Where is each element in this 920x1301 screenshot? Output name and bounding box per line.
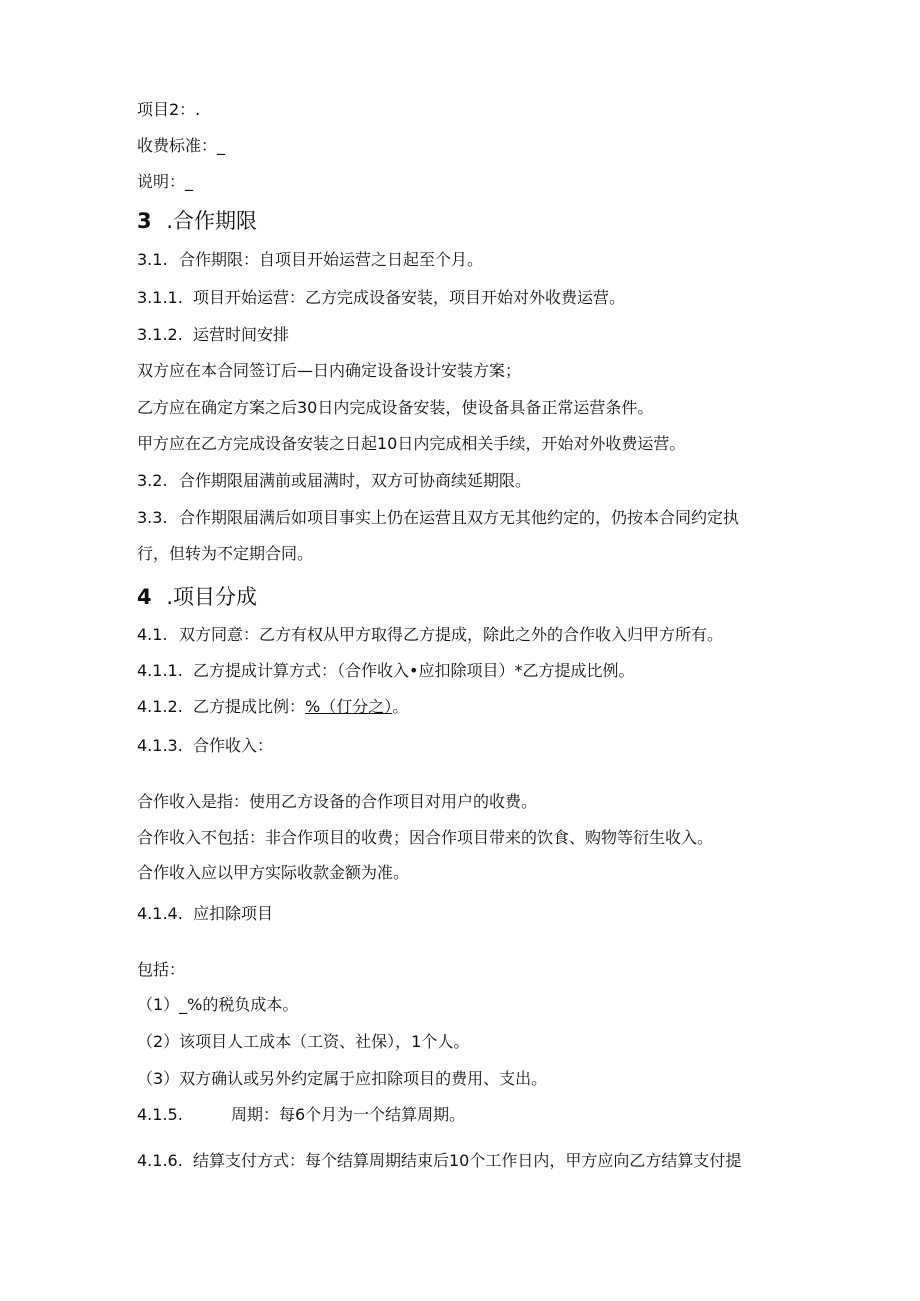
deduction-item-2: （2）该项目人工成本（工资、社保），1个人。 (137, 1032, 470, 1051)
schedule-line-3: 甲方应在乙方完成设备安装之日起10日内完成相关手续，开始对外收费运营。 (137, 434, 686, 453)
clause-number: 4.1.3. (137, 736, 183, 755)
clause-number: 3.1.2. (137, 325, 183, 344)
clause-number: 4.1.5. (137, 1105, 183, 1124)
clause-4-1-3 (137, 736, 273, 756)
ratio-blank: %（仃分之） (305, 697, 393, 716)
clause-3-2 (137, 471, 531, 491)
clause-3-3 (137, 508, 739, 528)
clause-end: 。 (392, 697, 409, 716)
clause-4-1-1 (137, 661, 634, 681)
clause-text: 合作收入： (193, 736, 274, 755)
clause-3-1 (137, 250, 483, 270)
clause-text: 应扣除项目 (193, 904, 274, 923)
clause-number: 4.1.2. (137, 697, 183, 716)
clause-text: 项目开始运营：乙方完成设备安装，项目开始对外收费运营。 (193, 288, 626, 307)
schedule-line-1: 双方应在本合同签订后—日内确定设备设计安装方案； (137, 361, 522, 380)
description-line: 说明：_ (137, 172, 194, 191)
clause-text: 周期：每6个月为一个结算周期。 (231, 1105, 466, 1124)
clause-text: 结算支付方式：每个结算周期结束后10个工作日内，甲方应向乙方结算支付提 (193, 1151, 742, 1170)
deduction-item-1: （1）_%的税负成本。 (137, 995, 299, 1014)
clause-3-3-continued: 行，但转为不定期合同。 (137, 544, 314, 563)
schedule-line-2: 乙方应在确定方案之后30日内完成设备安装，使设备具备正常运营条件。 (137, 398, 654, 417)
includes-label: 包括： (137, 960, 186, 979)
section-3-heading (137, 208, 257, 234)
clause-text: 合作期限届满前或届满时，双方可协商续延期限。 (179, 471, 532, 490)
clause-4-1-4 (137, 904, 273, 924)
clause-3-1-2 (137, 325, 289, 345)
clause-text: 乙方提成比例： (193, 697, 306, 716)
section-3-number: 3 (137, 209, 152, 233)
clause-4-1-2 (137, 697, 408, 717)
clause-text: 乙方提成计算方式：（合作收入•应扣除项目）*乙方提成比例。 (193, 661, 635, 680)
income-basis: 合作收入应以甲方实际收款金额为准。 (137, 863, 410, 882)
income-exclusions: 合作收入不包括：非合作项目的收费；因合作项目带来的饮食、购物等衍生收入。 (137, 828, 714, 847)
item2-line: 项目2：. (137, 100, 201, 119)
clause-number: 4.1. (137, 625, 168, 644)
income-definition: 合作收入是指：使用乙方设备的合作项目对用户的收费。 (137, 792, 538, 811)
section-3-title: .合作期限 (166, 209, 257, 233)
clause-number: 4.1.4. (137, 904, 183, 923)
section-4-heading (137, 584, 257, 610)
clause-text: 合作期限届满后如项目事实上仍在运营且双方无其他约定的，仍按本合同约定执 (179, 508, 740, 527)
deduction-item-3: （3）双方确认或另外约定属于应扣除项目的费用、支出。 (137, 1069, 548, 1088)
clause-number: 3.2. (137, 471, 168, 490)
clause-text: 双方同意：乙方有权从甲方取得乙方提成，除此之外的合作收入归甲方所有。 (179, 625, 724, 644)
clause-number: 4.1.6. (137, 1151, 183, 1170)
clause-number: 3.3. (137, 508, 168, 527)
section-4-number: 4 (137, 585, 152, 609)
clause-4-1-5 (137, 1105, 465, 1125)
clause-text: 运营时间安排 (193, 325, 290, 344)
clause-4-1 (137, 625, 723, 645)
clause-number: 3.1.1. (137, 288, 183, 307)
clause-text: 合作期限：自项目开始运营之日起至个月。 (179, 250, 484, 269)
section-4-title: .项目分成 (166, 585, 257, 609)
clause-number: 4.1.1. (137, 661, 183, 680)
clause-4-1-6 (137, 1151, 741, 1171)
clause-3-1-1 (137, 288, 625, 308)
fee-standard-line: 收费标准：_ (137, 136, 226, 155)
clause-number: 3.1. (137, 250, 168, 269)
